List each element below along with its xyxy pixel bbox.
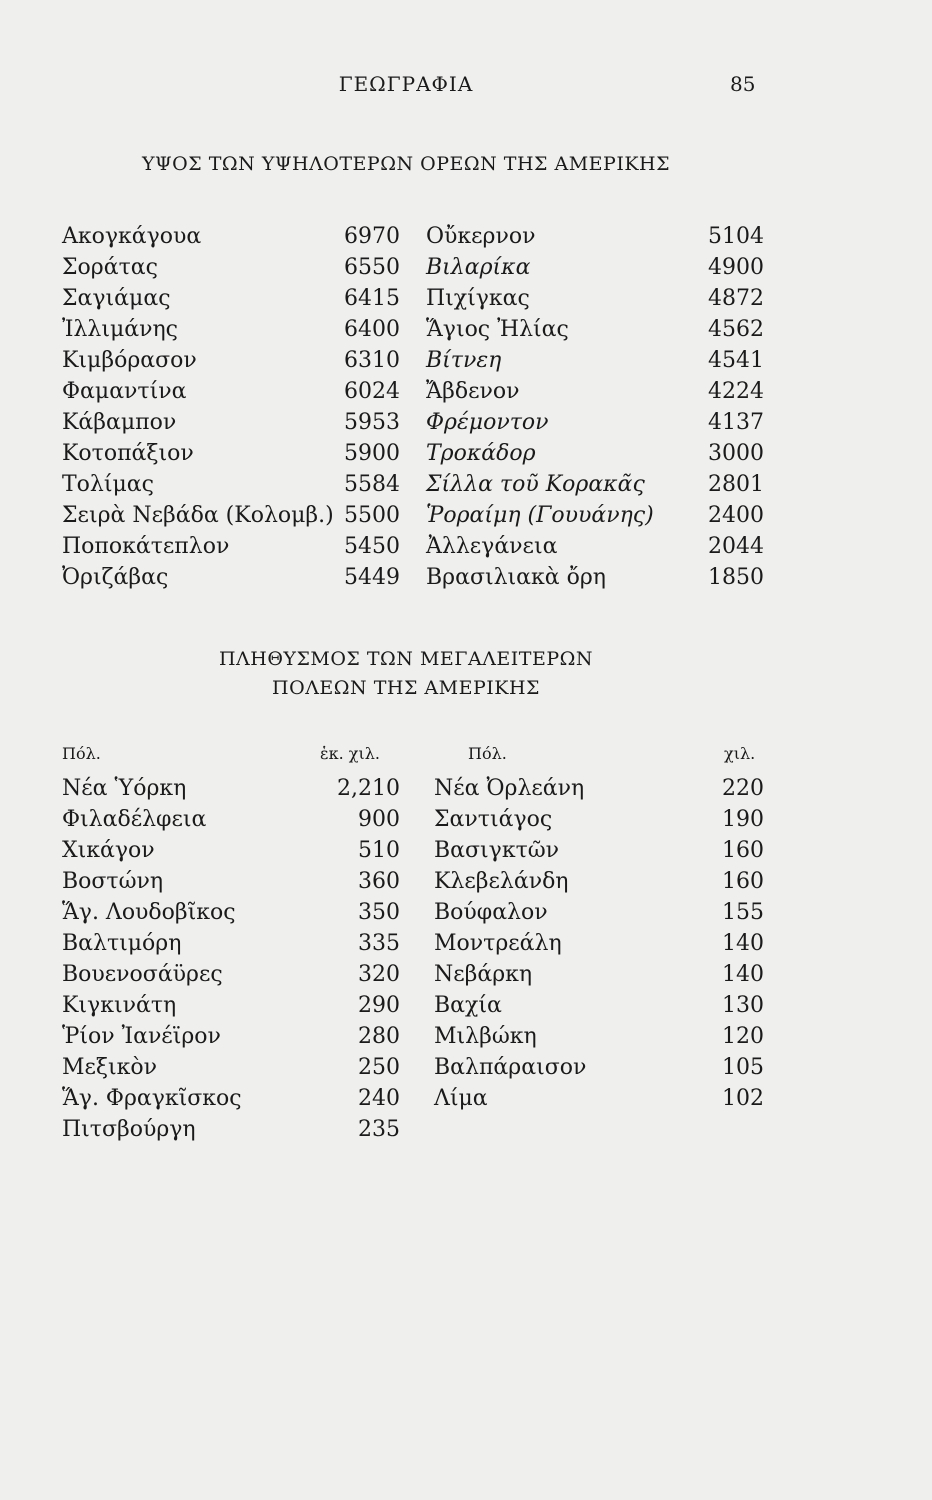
city-population: 360 [358,869,400,894]
city-name: Μιλβώκη [434,1024,537,1049]
city-population: 160 [722,869,764,894]
city-population: 290 [358,993,400,1018]
city-name: Νεβάρκη [434,962,533,987]
mountain-height: 4562 [708,317,764,342]
city-population: 120 [722,1024,764,1049]
mountain-height: 4900 [708,255,764,280]
mountain-name: Κάβαμπον [62,410,177,435]
mountain-name: Ακογκάγουα [62,224,202,249]
mountain-row [0,501,932,531]
mountain-height: 5953 [344,410,400,435]
population-heading-line1: ΠΛΗΘΥΣΜΟΣ ΤΩΝ ΜΕΓΑΛΕΙΤΕΡΩΝ [218,648,594,670]
mountain-height: 6970 [344,224,400,249]
mountain-name: Ὀριζάβας [62,565,169,590]
city-row [0,805,932,835]
mountain-row [0,284,932,314]
city-population: 320 [358,962,400,987]
mountain-height: 2801 [708,472,764,497]
mountain-height: 6550 [344,255,400,280]
city-row [0,867,932,897]
city-population: 140 [722,962,764,987]
city-name: Βαλπάραισον [434,1055,587,1080]
right-unit-column-header: χιλ. [724,744,756,763]
city-population: 220 [722,776,764,801]
city-name: Φιλαδέλφεια [62,807,207,832]
mountain-height: 3000 [708,441,764,466]
mountain-height: 6400 [344,317,400,342]
mountains-heading: ΥΨΟΣ ΤΩΝ ΥΨΗΛΟΤΕΡΩΝ ΟΡΕΩΝ ΤΗΣ ΑΜΕΡΙΚΗΣ [141,153,671,175]
city-name: Λίμα [434,1086,488,1111]
mountain-row [0,222,932,252]
city-population: 140 [722,931,764,956]
city-name: Ἅγ. Λουδοβῖκος [62,900,236,925]
mountain-row [0,315,932,345]
city-row [0,960,932,990]
city-row [0,1053,932,1083]
mountain-height: 5449 [344,565,400,590]
mountain-row [0,532,932,562]
page-number: 85 [730,72,756,96]
city-name: Νέα Ὑόρκη [62,776,187,801]
mountain-name: Φαμαντίνα [62,379,187,404]
city-population: 130 [722,993,764,1018]
city-name: Μοντρεάλη [434,931,562,956]
running-title: ΓΕΩΓΡΑΦΙΑ [338,72,474,96]
mountain-name: Φρέμοντον [426,410,549,435]
mountain-height: 6415 [344,286,400,311]
mountain-name: Σειρὰ Νεβάδα (Κολομβ.) [62,503,334,528]
city-name: Χικάγον [62,838,155,863]
city-name: Νέα Ὀρλεάνη [434,776,585,801]
city-population: 235 [358,1117,400,1142]
mountain-row [0,439,932,469]
city-population: 105 [722,1055,764,1080]
mountain-name: Ἅγιος Ἠλίας [426,317,569,342]
population-heading-line2: ΠΟΛΕΩΝ ΤΗΣ ΑΜΕΡΙΚΗΣ [272,677,540,699]
city-name: Ῥίον Ἰανέϊρον [62,1024,221,1049]
mountain-name: Τροκάδορ [426,441,536,466]
city-name: Μεξικὸν [62,1055,158,1080]
city-row [0,929,932,959]
mountain-name: Βίτνεη [426,348,502,373]
mountain-row [0,470,932,500]
mountain-name: Βιλαρίκα [426,255,531,280]
mountain-height: 5900 [344,441,400,466]
mountain-height: 2400 [708,503,764,528]
mountain-height: 2044 [708,534,764,559]
mountain-height: 1850 [708,565,764,590]
mountain-name: Οὔκερνον [426,224,536,249]
city-name: Πιτσβούργη [62,1117,196,1142]
mountain-name: Κιμβόρασον [62,348,197,373]
mountain-name: Βρασιλιακὰ ὄρη [426,565,606,590]
city-population: 335 [358,931,400,956]
mountain-height: 6310 [344,348,400,373]
city-population: 2,210 [337,776,400,801]
city-population: 510 [358,838,400,863]
city-name: Βοστώνη [62,869,164,894]
mountain-row [0,377,932,407]
city-name: Βαλτιμόρη [62,931,182,956]
mountain-name: Σίλλα τοῦ Κορακᾶς [426,472,645,497]
mountain-row [0,346,932,376]
city-name: Κλεβελάνδη [434,869,569,894]
city-population: 280 [358,1024,400,1049]
mountain-height: 5584 [344,472,400,497]
city-row [0,1084,932,1114]
mountain-name: Πιχίγκας [426,286,530,311]
mountain-name: Ῥοραίμη (Γουυάνης) [426,503,654,528]
city-row [0,1115,932,1145]
city-row [0,774,932,804]
city-population: 240 [358,1086,400,1111]
mountain-name: Σοράτας [62,255,158,280]
city-row [0,898,932,928]
mountain-height: 6024 [344,379,400,404]
mountain-name: Ἰλλιμάνης [62,317,179,342]
mountain-name: Κοτοπάξιον [62,441,194,466]
city-name: Κιγκινάτη [62,993,177,1018]
city-name: Βαχία [434,993,502,1018]
mountain-row [0,253,932,283]
city-population: 160 [722,838,764,863]
city-row [0,991,932,1021]
mountain-height: 4224 [708,379,764,404]
city-population: 190 [722,807,764,832]
right-city-column-header: Πόλ. [468,744,507,763]
city-name: Βουενοσάϋρες [62,962,223,987]
city-name: Βούφαλον [434,900,548,925]
city-population: 102 [722,1086,764,1111]
page-header [0,72,932,102]
city-row [0,836,932,866]
city-population: 250 [358,1055,400,1080]
city-population: 350 [358,900,400,925]
city-row [0,1022,932,1052]
mountain-name: Τολίμας [62,472,154,497]
mountain-height: 5500 [344,503,400,528]
mountain-row [0,563,932,593]
mountain-name: Ἄβδενον [426,379,520,404]
city-population: 900 [358,807,400,832]
mountain-name: Ποποκάτεπλον [62,534,230,559]
mountain-name: Σαγιάμας [62,286,171,311]
city-name: Ἅγ. Φραγκῖσκος [62,1086,242,1111]
mountain-height: 4137 [708,410,764,435]
mountain-name: Ἀλλεγάνεια [426,534,558,559]
left-unit-column-header: ἑκ. χιλ. [320,744,380,763]
mountain-height: 4872 [708,286,764,311]
mountain-height: 5450 [344,534,400,559]
mountain-height: 4541 [708,348,764,373]
city-name: Βασιγκτῶν [434,838,560,863]
city-name: Σαντιάγος [434,807,553,832]
left-city-column-header: Πόλ. [62,744,101,763]
mountain-row [0,408,932,438]
city-population: 155 [722,900,764,925]
mountain-height: 5104 [708,224,764,249]
